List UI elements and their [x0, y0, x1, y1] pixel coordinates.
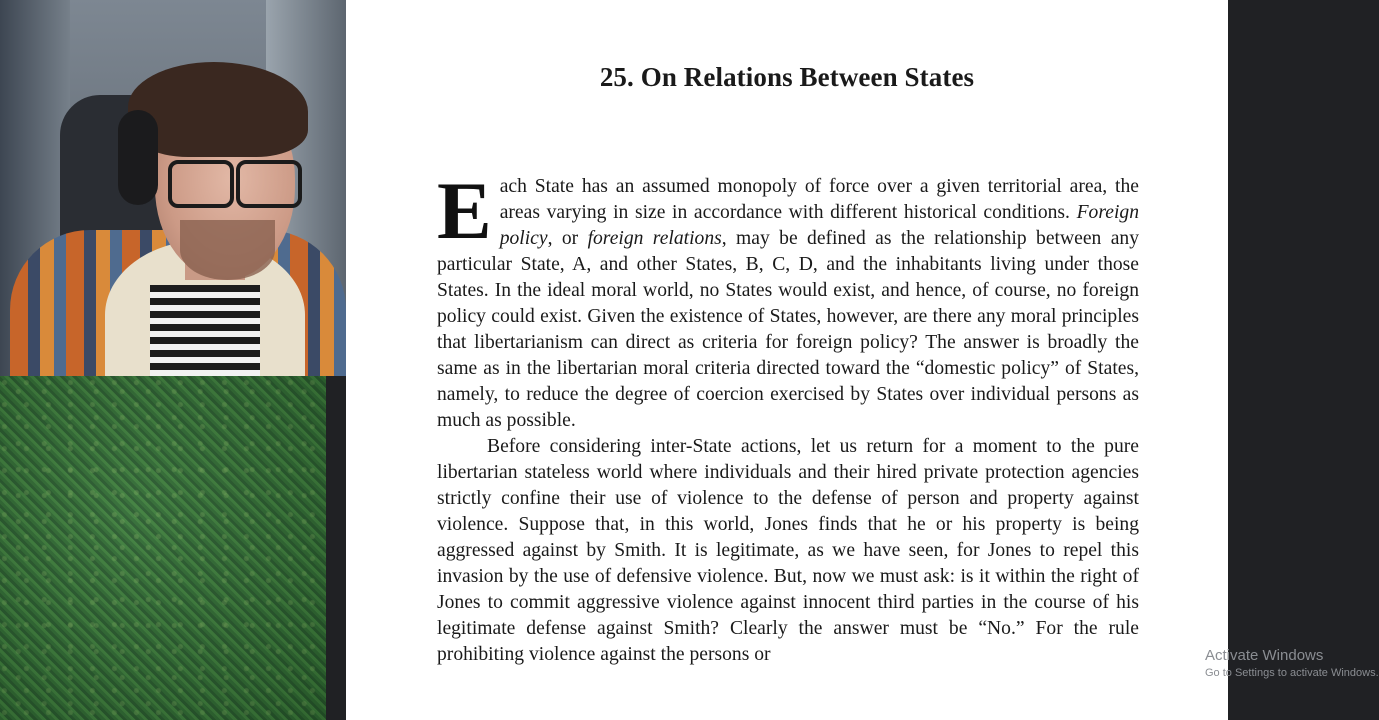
para1-segment: , may be defined as the relationship between any particular State, A, and other States, B, C, D, and the inhabitants living under those States. In the ideal moral world, no States would exist, and hence, of course, no foreign policy could exist. Given the existence of States, however, are there any moral principles that libertarianism can direct as criteria for foreign policy? The answer is broadly the same as in the libertarian moral criteria directed toward the “domestic policy” of States, namely, to reduce the degree of coercion exercised by States over individual persons as much as possible. — [437, 228, 1139, 431]
watermark-subtitle: Go to Settings to activate Windows. — [1205, 667, 1379, 679]
background-strip — [326, 376, 346, 720]
paragraph-2: Before considering inter-State actions, let us return for a moment to the pure libertarian stateless world where individuals and their hired private protection agencies strictly confine their use of violence to the defense of person and property against violence. Suppose that, in this world, Jones finds that he or his property is being aggressed against by Smith. It is legitimate, as we have seen, for Jones to repel this invasion by the use of defensive violence. But, now we must ask: is it within the right of Jones to commit aggressive violence against innocent third parties in the course of his legitimate defense against Smith? Clearly the answer must be “No.” For the rule prohibiting violence against the persons or — [437, 436, 1139, 665]
document-text — [437, 165, 1139, 668]
para1-italic: foreign relations — [587, 228, 722, 249]
headphones-icon — [118, 110, 158, 205]
webcam-person-glasses — [168, 160, 303, 206]
webcam-feed — [0, 0, 346, 376]
webcam-person-beard — [180, 220, 275, 280]
activate-windows-watermark — [1205, 646, 1379, 680]
para1-segment: , or — [547, 228, 588, 249]
chapter-title: 25. On Relations Between States — [599, 62, 975, 92]
webcam-person-shirt — [150, 285, 260, 385]
grass-background — [0, 376, 326, 720]
para1-segment: ach State has an assumed monopoly of force over a given territorial area, the areas varying in size in accordance with different historical conditions. — [499, 176, 1139, 223]
watermark-title: Activate Windows — [1205, 647, 1324, 664]
paragraph-1 — [437, 165, 1139, 434]
right-panel — [1228, 0, 1280, 720]
para1-italic: Foreign policy — [499, 202, 1139, 249]
drop-cap: E — [437, 165, 492, 256]
document-page — [346, 0, 1228, 720]
